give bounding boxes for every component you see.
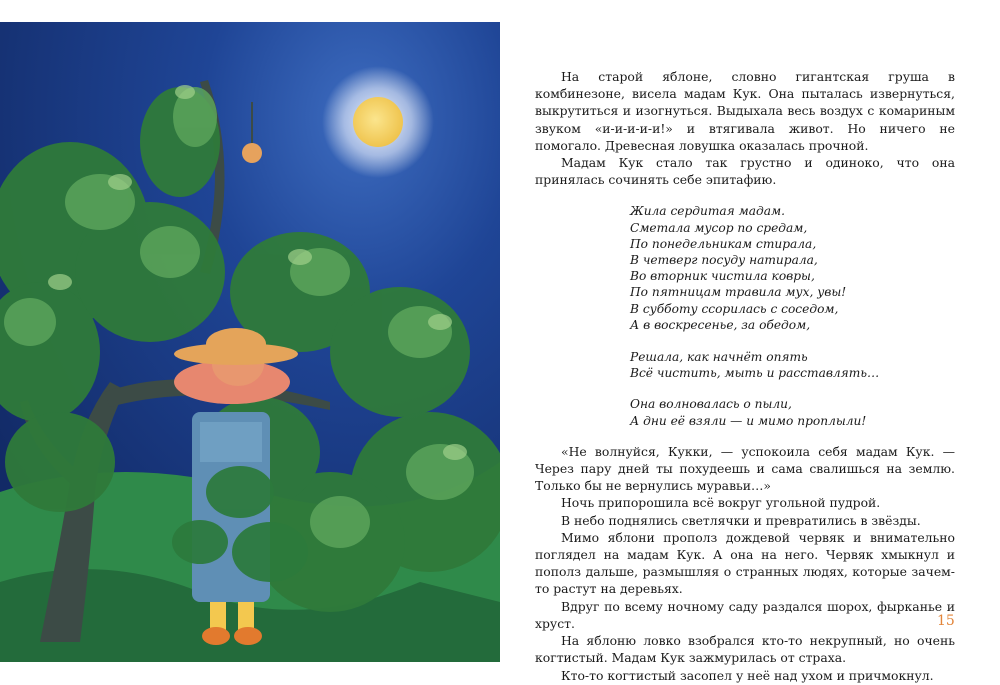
poem-line: Она волновалась о пыли, <box>630 397 792 412</box>
poem-line: Во вторник чистила ковры, <box>630 269 815 284</box>
poem-line: По понедельникам стирала, <box>630 236 817 251</box>
paragraph: На старой яблоне, словно гигантская груша в комбинезоне, висела мадам Кук. Она пыталась извернуться, выкрутиться и изогнуться. Выдыхала весь воздух с комариным звуком «и-и-и-и-и!» и втягивала живот. Но ничего не помогало. Древесная ловушка оказалась прочной. <box>535 69 955 153</box>
paragraph: Мадам Кук стало так грустно и одиноко, что она принялась сочинять себе эпитафию. <box>535 155 955 188</box>
poem-line: В четверг посуду натирала, <box>630 253 818 268</box>
poem-stanza <box>630 396 955 428</box>
paragraph: Кто-то когтистый засопел у неё над ухом и причмокнул. <box>561 667 934 683</box>
apple <box>242 143 262 163</box>
poem-stanza <box>630 349 955 381</box>
paragraph: В небо поднялись светлячки и превратились в звёзды. <box>561 512 921 528</box>
paragraph: Мимо яблони прополз дождевой червяк и внимательно поглядел на мадам Кук. А она на него. Червяк хмыкнул и пополз дальше, размышляя о странных людях, которые зачем-то растут на деревьях. <box>535 529 955 597</box>
poem-line: Сметала мусор по средам, <box>630 220 808 235</box>
poem-line: Жила сердитая мадам. <box>630 204 785 219</box>
paragraph: «Не волнуйся, Кукки, — успокоила себя мадам Кук. — Через пару дней ты похудеешь и сама свалишься на землю. Только бы не вернулись муравьи…» <box>535 443 955 494</box>
paragraph: Вдруг по всему ночному саду раздался шорох, фырканье и хруст. <box>535 598 955 631</box>
page-number: 15 <box>937 613 955 629</box>
poem-line: А дни её взяли — и мимо проплыли! <box>630 413 867 428</box>
poem-line: Всё чистить, мыть и расставлять… <box>630 365 880 380</box>
poem-line: А в воскресенье, за обедом, <box>630 317 811 332</box>
night-garden-illustration <box>0 22 500 662</box>
poem-line: По пятницам травила мух, увы! <box>630 285 847 300</box>
moon <box>353 97 403 147</box>
illustration <box>0 22 500 662</box>
poem-line: В субботу ссорилась с соседом, <box>630 301 839 316</box>
text-page <box>535 68 955 684</box>
paragraph: На яблоню ловко взобрался кто-то некрупный, но очень когтистый. Мадам Кук зажмурилась от страха. <box>535 633 955 666</box>
poem-line: Решала, как начнёт опять <box>630 349 808 364</box>
epitaph-poem <box>630 203 955 428</box>
paragraph: Ночь припорошила всё вокруг угольной пудрой. <box>561 495 881 511</box>
poem-stanza <box>630 203 955 333</box>
